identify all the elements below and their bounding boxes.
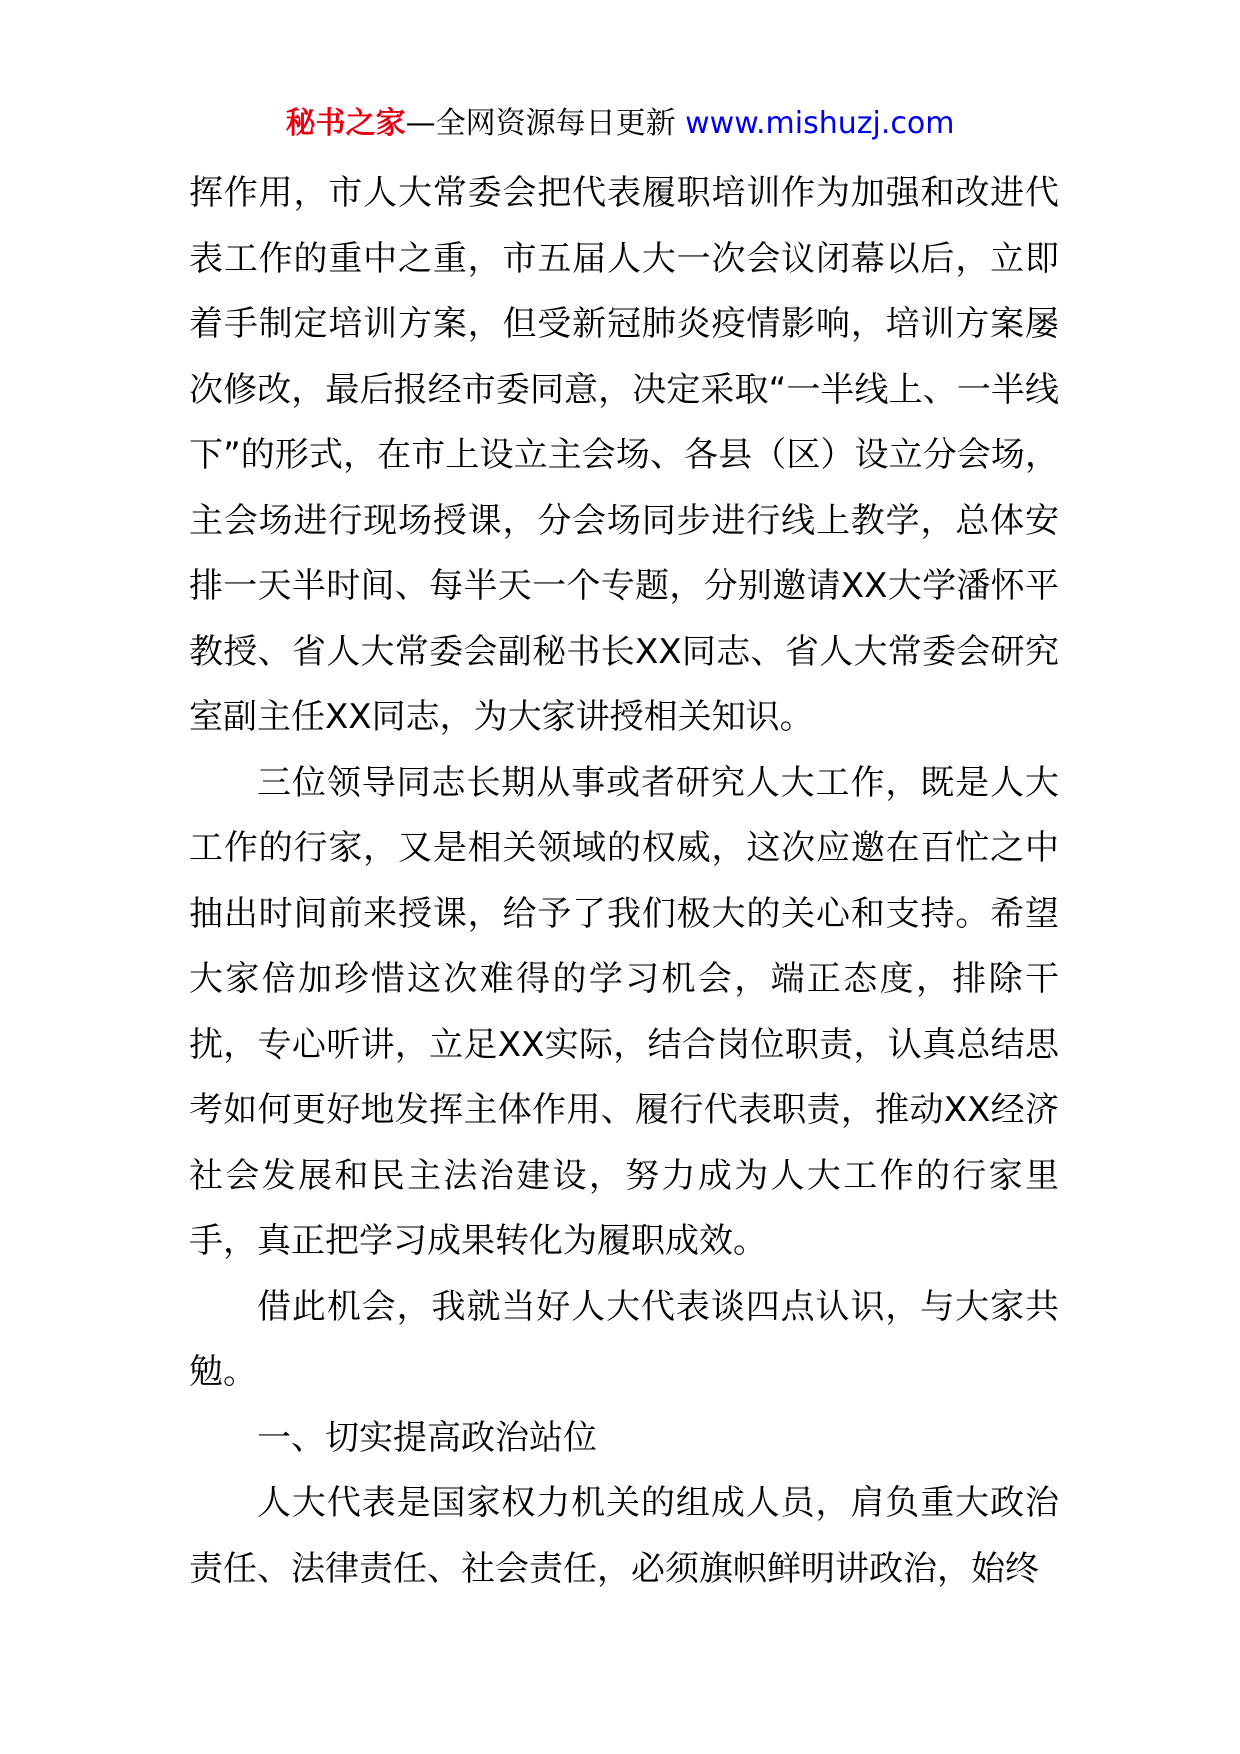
paragraph-continued: 挥作用，市人大常委会把代表履职培训作为加强和改进代表工作的重中之重，市五届人大一次会议闭幕以后，立即着手制定培训方案，但受新冠肺炎疫情影响，培训方案屡次修改，最后报经市委同意，决定采取“一半线上、一半线下”的形式，在市上设立主会场、各县（区）设立分会场，主会场进行现场授课，分会场同步进行线上教学，总体安排一天半时间、每半天一个专题，分别邀请XX大学潘怀平教授、省人大常委会副秘书长XX同志、省人大常委会研究室副主任XX同志，为大家讲授相关知识。 [189, 173, 1059, 737]
paragraph: 三位领导同志长期从事或者研究人大工作，既是人大工作的行家，又是相关领域的权威，这次应邀在百忙之中抽出时间前来授课，给予了我们极大的关心和支持。希望大家倍加珍惜这次难得的学习机会，端正态度，排除干扰，专心听讲，立足XX实际，结合岗位职责，认真总结思考如何更好地发挥主体作用、履行代表职责，推动XX经济社会发展和民主法治建设，努力成为人大工作的行家里手，真正把学习成果转化为履职成效。 [189, 762, 1059, 1261]
paragraph: 人大代表是国家权力机关的组成人员，肩负重大政治责任、法律责任、社会责任，必须旗帜鲜明讲政治，始终 [189, 1483, 1059, 1589]
document-body [189, 161, 1059, 1602]
section-heading: 一、切实提高政治站位 [257, 1417, 597, 1458]
brand-name: 秘书之家 [285, 106, 406, 141]
website-link[interactable]: www.mishuzj.com [685, 106, 955, 141]
header-slogan: —全网资源每日更新 [405, 106, 676, 141]
page-header [0, 100, 1240, 148]
paragraph: 借此机会，我就当好人大代表谈四点认识，与大家共勉。 [189, 1286, 1059, 1392]
